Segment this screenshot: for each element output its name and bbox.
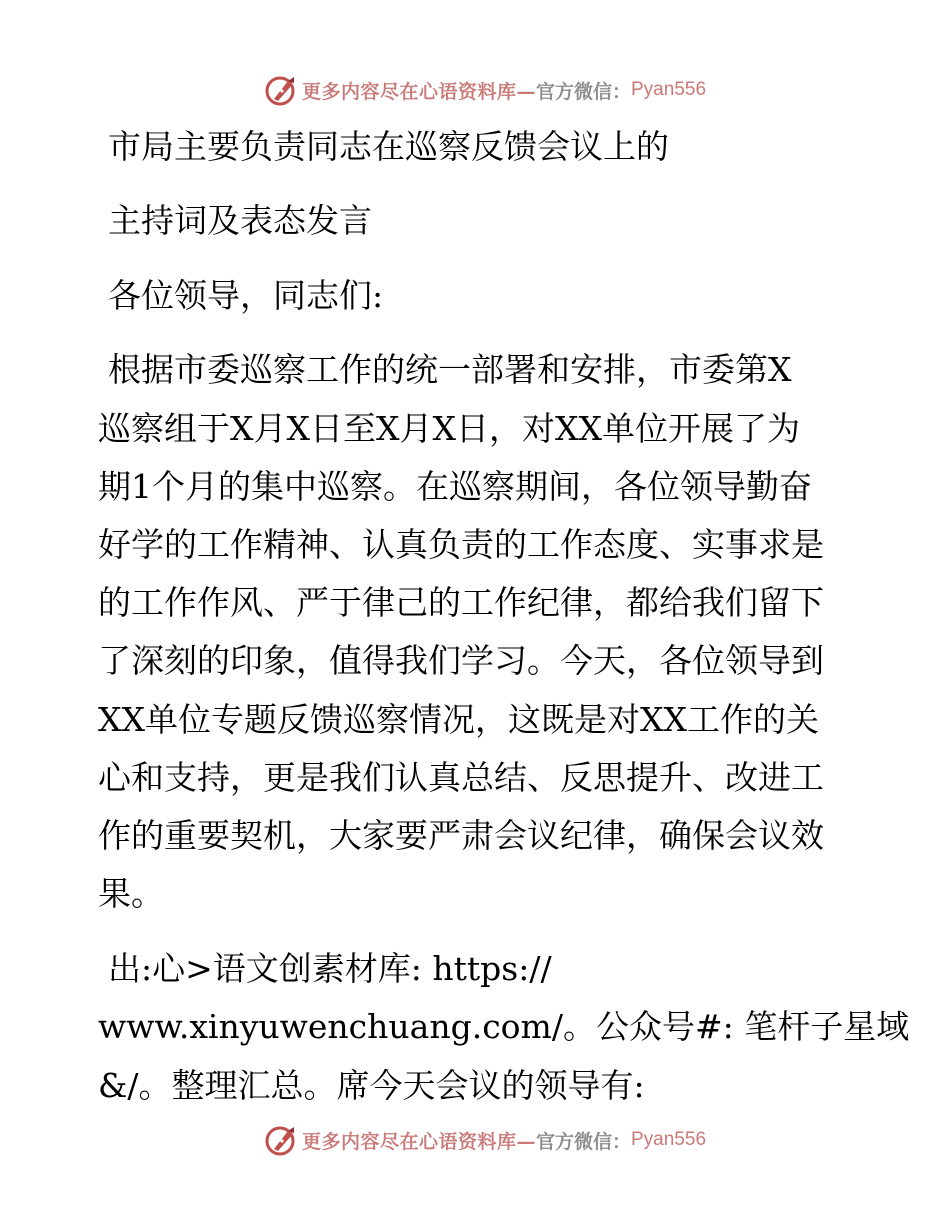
watermark-wechat-label: 官方微信： [535, 80, 631, 103]
paragraph-line: www.xinyuwenchuang.com/。公众号#: 笔杆子星域 [98, 1007, 910, 1046]
paragraph-line: 作的重要契机，大家要严肃会议纪律，确保会议效 [98, 816, 824, 855]
paragraph-line: 出:心>语文创素材库: https:// [108, 949, 552, 988]
pen-nib-logo-icon [264, 73, 298, 107]
paragraph-line: 了深刻的印象，值得我们学习。今天，各位领导到 [98, 641, 824, 680]
paragraph-line: XX单位专题反馈巡察情况，这既是对XX工作的关 [98, 700, 819, 739]
watermark-wechat-id: Pyan556 [631, 1129, 707, 1150]
watermark-wechat-label: 官方微信： [535, 1130, 631, 1153]
greeting: 各位领导，同志们: [108, 276, 384, 315]
watermark-text: 更多内容尽在心语资料库— [301, 80, 536, 103]
watermark-wechat-id: Pyan556 [631, 79, 707, 100]
paragraph-line: 根据市委巡察工作的统一部署和安排，市委第X [108, 350, 792, 389]
paragraph-line: 巡察组于X月X日至X月X日，对XX单位开展了为 [98, 409, 800, 448]
paragraph-line: 果。 [98, 874, 164, 913]
watermark-text: 更多内容尽在心语资料库— [301, 1130, 536, 1153]
header-watermark-banner [0, 70, 950, 110]
paragraph-line: &/。整理汇总。席今天会议的领导有: [98, 1066, 645, 1105]
paragraph-line: 期1个月的集中巡察。在巡察期间，各位领导勤奋 [98, 467, 812, 506]
paragraph-line: 心和支持，更是我们认真总结、反思提升、改进工 [98, 758, 824, 797]
pen-nib-logo-icon [264, 1123, 298, 1157]
paragraph-line: 的工作作风、严于律己的工作纪律，都给我们留下 [98, 583, 824, 622]
document-title-line-1: 市局主要负责同志在巡察反馈会议上的 [108, 127, 669, 166]
footer-watermark-banner [0, 1120, 950, 1160]
paragraph-line: 好学的工作精神、认真负责的工作态度、实事求是 [98, 525, 824, 564]
document-title-line-2: 主持词及表态发言 [108, 201, 372, 240]
